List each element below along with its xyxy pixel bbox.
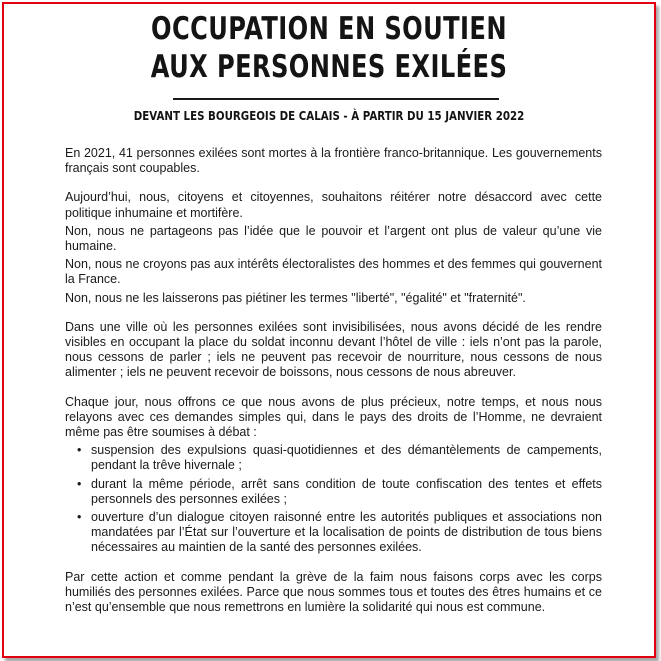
paragraph-conclusion: Par cette action et comme pendant la grève de la faim nous faisons corps avec les corps humiliés des personnes exilées. Parce que nous sommes tous et toutes des êtres humains et ce n’est qu’ensemble que nous remettrons en lumière la solidarité qui nous est commune. — [65, 569, 602, 615]
title-line-2: AUX PERSONNES EXILÉES — [150, 49, 508, 85]
paragraph-demands-intro: Chaque jour, nous offrons ce que nous avons de plus précieux, notre temps, et nous nous relayons avec ces demandes simples qui, dans le pays des droits de l’Homme, ne devraient même pas être soumises à débat : — [65, 394, 602, 440]
title-divider — [173, 98, 499, 100]
paragraph-intro: En 2021, 41 personnes exilées sont mortes à la frontière franco-britannique. Les gouvernements français sont coupables. — [65, 146, 602, 176]
demands-list — [65, 443, 602, 555]
document-frame — [2, 2, 656, 658]
paragraph-action: Dans une ville où les personnes exilées sont invisibilisées, nous avons décidé de les rendre visibles en occupant la place du soldat inconnu devant l’hôtel de ville : iels n’ont pas la parole, nous cessons de parler ; iels ne peuvent pas recevoir de nourriture, nous cessons de nous alimenter ; iels ne peuvent recevoir de boissons, nous cessons de nous abreuver. — [65, 319, 602, 380]
title-line-1: OCCUPATION EN SOUTIEN — [151, 11, 507, 47]
document-body — [65, 146, 602, 615]
document-title — [76, 10, 583, 86]
paragraph-statement-4: Non, nous ne les laisserons pas piétiner les termes "liberté", "égalité" et "fraternité". — [65, 290, 526, 305]
demand-item: • ouverture d’un dialogue citoyen raisonné entre les autorités publiques et associations non mandatées par l’État sur l’ouverture et la localisation de points de distribution de tous biens nécessaires au maintien de la santé des personnes exilées. — [65, 510, 602, 556]
demand-item: • suspension des expulsions quasi-quotidiennes et des démantèlements de campements, pendant la trêve hivernale ; — [65, 443, 602, 473]
paragraph-statement-3: Non, nous ne croyons pas aux intérêts électoralistes des hommes et des femmes qui gouvernent la France. — [65, 257, 602, 287]
demand-item: • durant la même période, arrêt sans condition de toute confiscation des tentes et effets personnels des personnes exilées ; — [65, 477, 602, 507]
paragraph-statement-1: Aujourd’hui, nous, citoyens et citoyennes, souhaitons réitérer notre désaccord avec cette politique inhumaine et mortifère. — [65, 190, 602, 220]
document-subtitle: DEVANT LES BOURGEOIS DE CALAIS - À PARTIR DU 15 JANVIER 2022 — [133, 108, 525, 123]
paragraph-statement-2: Non, nous ne partageons pas l’idée que le pouvoir et l’argent ont plus de valeur qu’une vie humaine. — [65, 223, 602, 254]
